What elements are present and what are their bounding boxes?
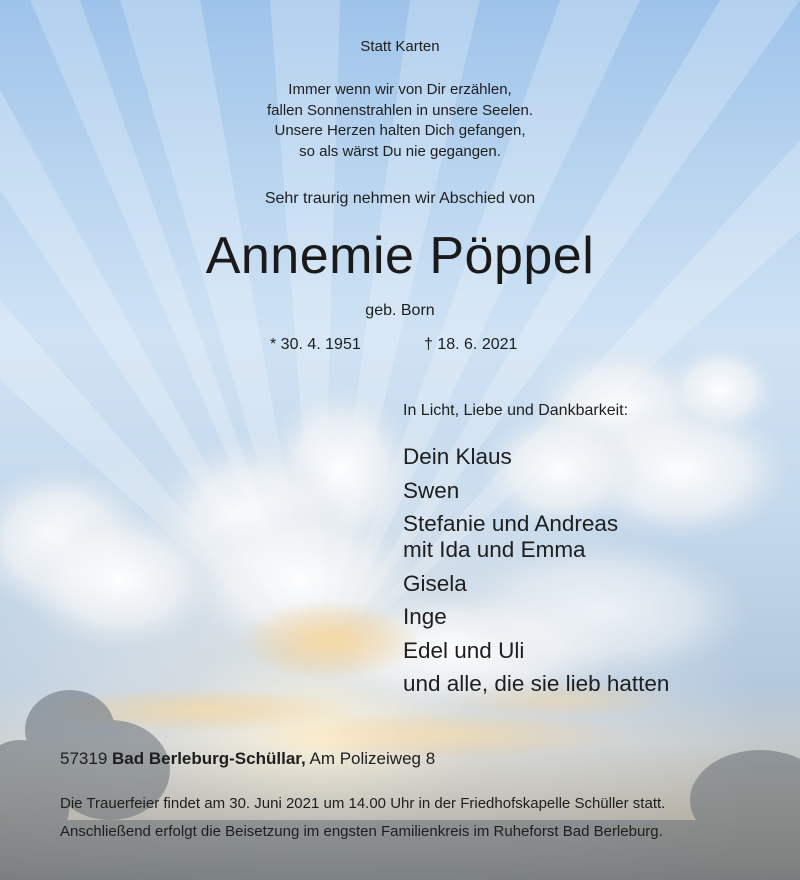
deceased-name: Annemie Pöppel	[205, 227, 595, 285]
mourner-entry: Dein Klaus	[403, 444, 512, 469]
poem-line: Unsere Herzen halten Dich gefangen,	[274, 122, 526, 139]
mourner-entry: Inge	[403, 604, 447, 629]
intro-text: Sehr traurig nehmen wir Abschied von	[264, 190, 536, 207]
address-zip: 57319	[60, 749, 108, 768]
address-line	[60, 749, 435, 769]
mourners-list	[403, 444, 669, 697]
mourner-entry: und alle, die sie lieb hatten	[403, 671, 670, 696]
funeral-info-line: Die Trauerfeier findet am 30. Juni 2021 um 14.00 Uhr in der Friedhofskapelle Schüller statt.	[60, 795, 666, 812]
funeral-info-line: Anschließend erfolgt die Beisetzung im engsten Familienkreis im Ruheforst Bad Berleburg.	[60, 823, 663, 840]
poem-line: fallen Sonnenstrahlen in unsere Seelen.	[266, 101, 534, 119]
birth-name: geb. Born	[365, 302, 435, 319]
mourner-entry: Swen	[403, 477, 460, 503]
poem	[0, 80, 800, 162]
mourners-intro: In Licht, Liebe und Dankbarkeit:	[403, 402, 629, 419]
poem-line: so als wärst Du nie gegangen.	[299, 142, 501, 160]
birth-date: * 30. 4. 1951	[270, 336, 361, 353]
heading: Statt Karten	[360, 38, 440, 55]
address-city: Bad Berleburg-Schüllar,	[112, 749, 306, 768]
mourner-entry-sub: mit Ida und Emma	[403, 537, 586, 562]
address-street: Am Polizeiweg 8	[309, 749, 436, 768]
death-date: † 18. 6. 2021	[424, 336, 518, 353]
mourner-entry: Edel und Uli	[403, 637, 525, 663]
mourner-entry: Gisela	[403, 570, 467, 596]
poem-line: Immer wenn wir von Dir erzählen,	[288, 81, 512, 98]
mourner-entry: Stefanie und Andreas	[403, 511, 619, 536]
